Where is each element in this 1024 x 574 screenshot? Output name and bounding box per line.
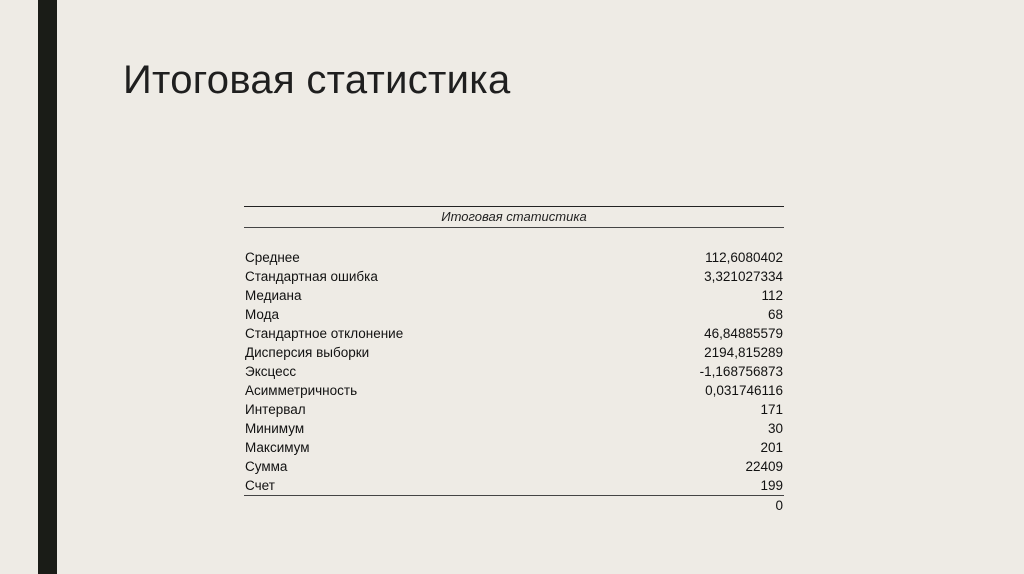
- row-value: 199: [760, 478, 783, 493]
- row-value: 46,84885579: [704, 326, 783, 341]
- table-row: [244, 324, 784, 343]
- row-label: Интервал: [245, 402, 306, 417]
- row-label: Асимметричность: [245, 383, 358, 398]
- table-extra-value: 0: [775, 498, 783, 513]
- table-row: [244, 438, 784, 457]
- table-row: [244, 343, 784, 362]
- row-label: Минимум: [245, 421, 305, 436]
- table-row: [244, 381, 784, 400]
- row-value: 112: [761, 288, 783, 303]
- row-value: 3,321027334: [704, 269, 783, 284]
- row-value: 22409: [745, 459, 783, 474]
- table-row: [244, 362, 784, 381]
- table-row: [244, 267, 784, 286]
- row-label: Эксцесс: [245, 364, 297, 379]
- row-value: 171: [760, 402, 783, 417]
- table-row: [244, 286, 784, 305]
- row-label: Максимум: [245, 440, 310, 455]
- row-value: 2194,815289: [704, 345, 783, 360]
- table-row: [244, 419, 784, 438]
- row-value: 0,031746116: [705, 383, 783, 398]
- row-label: Счет: [245, 478, 275, 493]
- row-value: 112,6080402: [705, 250, 783, 265]
- row-label: Стандартное отклонение: [245, 326, 404, 341]
- summary-statistics-table: [244, 206, 784, 515]
- row-label: Сумма: [245, 459, 288, 474]
- row-value: 68: [767, 307, 783, 322]
- row-value: 30: [767, 421, 783, 436]
- table-row: [244, 248, 784, 267]
- row-value: 201: [760, 440, 783, 455]
- row-label: Дисперсия выборки: [245, 345, 370, 360]
- table-row: [244, 400, 784, 419]
- row-label: Стандартная ошибка: [245, 269, 378, 284]
- table-caption: Итоговая статистика: [441, 209, 587, 224]
- row-value: -1,168756873: [699, 364, 783, 379]
- row-label: Медиана: [245, 288, 302, 303]
- table-row: [244, 476, 784, 495]
- row-label: Среднее: [245, 250, 300, 265]
- table-empty-row: [244, 228, 784, 248]
- table-row: [244, 305, 784, 324]
- accent-side-bar: [38, 0, 57, 574]
- table-row: [244, 457, 784, 476]
- row-label: Мода: [245, 307, 279, 322]
- slide-title: Итоговая статистика: [123, 58, 511, 102]
